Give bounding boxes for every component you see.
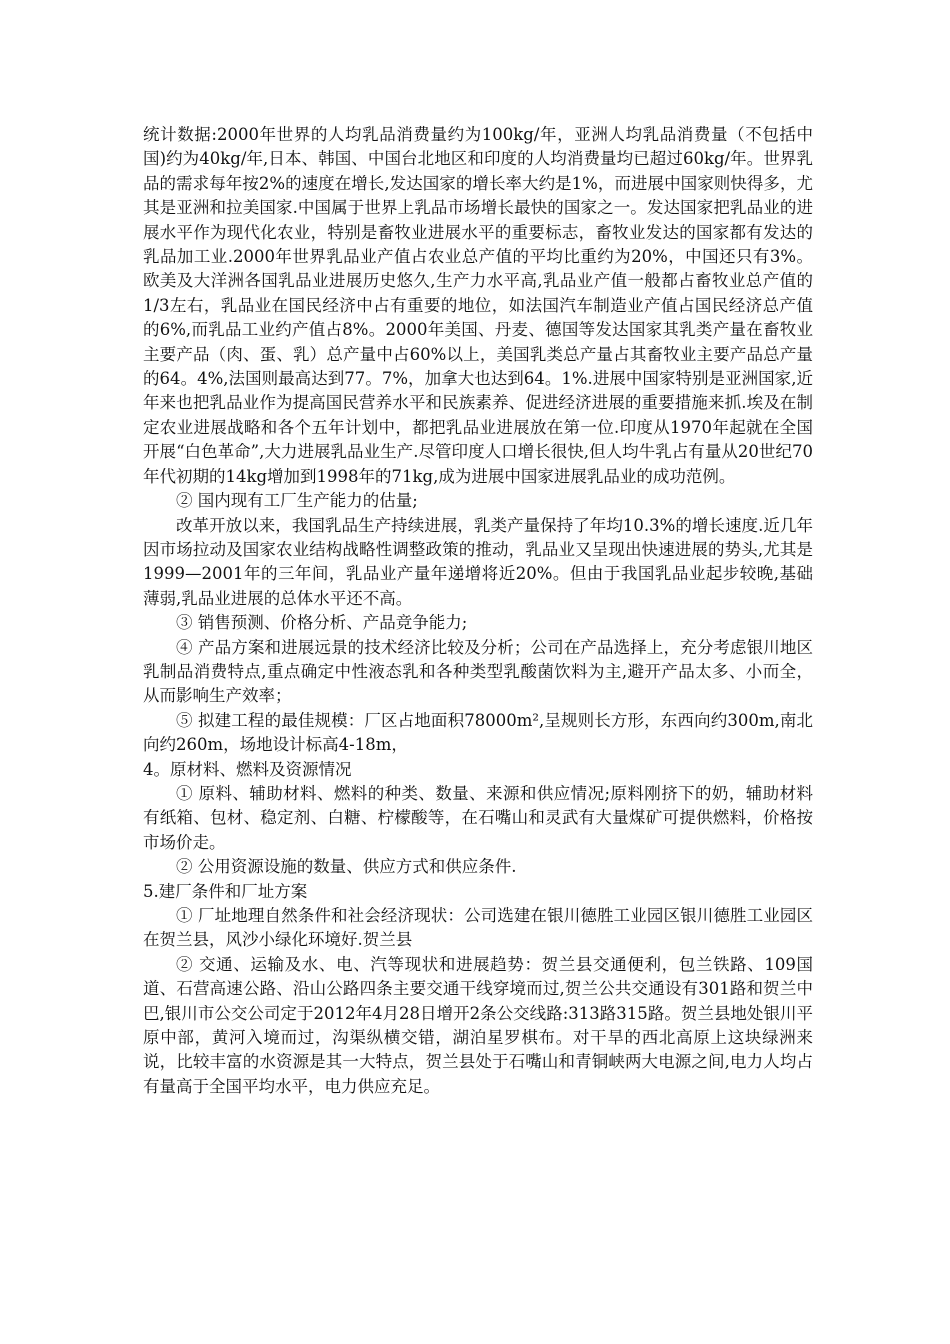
section-heading-site-plan: 5.建厂条件和厂址方案 xyxy=(143,881,308,901)
item-raw-materials: ① 原料、辅助材料、燃料的种类、数量、来源和供应情况;原料刚挤下的奶，辅助材料有纸箱、包材、稳定剂、白糖、柠檬酸等，在石嘴山和灵武有大量煤矿可提供燃料，价格按市场价走。 xyxy=(143,783,813,852)
paragraph-world-dairy-statistics: 统计数据:2000年世界的人均乳品消费量约为100kg/年，亚洲人均乳品消费量（不包括中国)约为40kg/年,日本、韩国、中国台北地区和印度的人均消费量均已超过60kg/年。世界乳品的需求每年按2%的速度在增长,发达国家的增长率大约是1%，而进展中国家则快得多，尤其是亚洲和拉美国家.中国属于世界上乳品市场增长最快的国家之一。发达国家把乳品业的进展水平作为现代化农业，特别是畜牧业进展水平的重要标志，畜牧业发达的国家都有发达的乳品加工业.2000年世界乳品业产值占农业总产值的平均比重约为20%，中国还只有3%。欧美及大洋洲各国乳品业进展历史悠久,生产力水平高,乳品业产值一般都占畜牧业总产值的1/3左右，乳品业在国民经济中占有重要的地位，如法国汽车制造业产值占国民经济总产值的6%,而乳品工业约产值占8%。2000年美国、丹麦、德国等发达国家其乳类产量在畜牧业主要产品（肉、蛋、乳）总产量中占60%以上，美国乳类总产量占其畜牧业主要产品总产量的64。4%,法国则最高达到77。7%，加拿大也达到64。1%.进展中国家特别是亚洲国家,近年来也把乳品业作为提高国民营养水平和民族素养、促进经济进展的重要措施来抓.埃及在制定农业进展战略和各个五年计划中，都把乳品业进展放在第一位.印度从1970年起就在全国开展“白色革命”,大力进展乳品业生产.尽管印度人口增长很快,但人均牛乳占有量从20世纪70年代初期的14kg增加到1998年的71kg,成为进展中国家进展乳品业的成功范例。 xyxy=(143,125,813,486)
item-public-utilities: ② 公用资源设施的数量、供应方式和供应条件. xyxy=(176,857,517,877)
item-product-plan: ④ 产品方案和进展远景的技术经济比较及分析；公司在产品选择上，充分考虑银川地区乳制品消费特点,重点确定中性液态乳和各种类型乳酸菌饮料为主,避开产品太多、小而全，从而影响生产效率； xyxy=(143,637,813,706)
item-sales-forecast: ③ 销售预测、价格分析、产品竞争能力; xyxy=(176,613,468,633)
item-project-scale: ⑤ 拟建工程的最佳规模：厂区占地面积78000m²,呈规则长方形，东西向约300m,南北向约260m，场地设计标高4-18m， xyxy=(143,710,813,755)
paragraph-domestic-dairy-growth: 改革开放以来，我国乳品生产持续进展，乳类产量保持了年均10.3%的增长速度.近几年因市场拉动及国家农业结构战略性调整政策的推动，乳品业又呈现出快速进展的势头,尤其是1999—2001年的三年间，乳品业产量年递增将近20%。但由于我国乳品业起步较晚,基础薄弱,乳品业进展的总体水平还不高。 xyxy=(143,515,813,608)
item-domestic-capacity-estimate: ② 国内现有工厂生产能力的估量; xyxy=(176,491,418,511)
item-site-conditions: ① 厂址地理自然条件和社会经济现状：公司选建在银川德胜工业园区银川德胜工业园区在贺兰县，风沙小绿化环境好.贺兰县 xyxy=(143,906,813,950)
document-page xyxy=(143,123,813,1099)
section-heading-materials: 4。原材料、燃料及资源情况 xyxy=(143,759,352,779)
item-transport-utilities: ② 交通、运输及水、电、汽等现状和进展趋势：贺兰县交通便利，包兰铁路、109国道、石营高速公路、沿山公路四条主要交通干线穿境而过,贺兰公共交通设有301路和贺兰中巴,银川市公交公司定于2012年4月28日增开2条公交线路:313路315路。贺兰县地处银川平原中部，黄河入境而过，沟渠纵横交错，湖泊星罗棋布。对干旱的西北高原上这块绿洲来说，比较丰富的水资源是其一大特点，贺兰县处于石嘴山和青铜峡两大电源之间,电力人均占有量高于全国平均水平，电力供应充足。 xyxy=(143,954,813,1096)
